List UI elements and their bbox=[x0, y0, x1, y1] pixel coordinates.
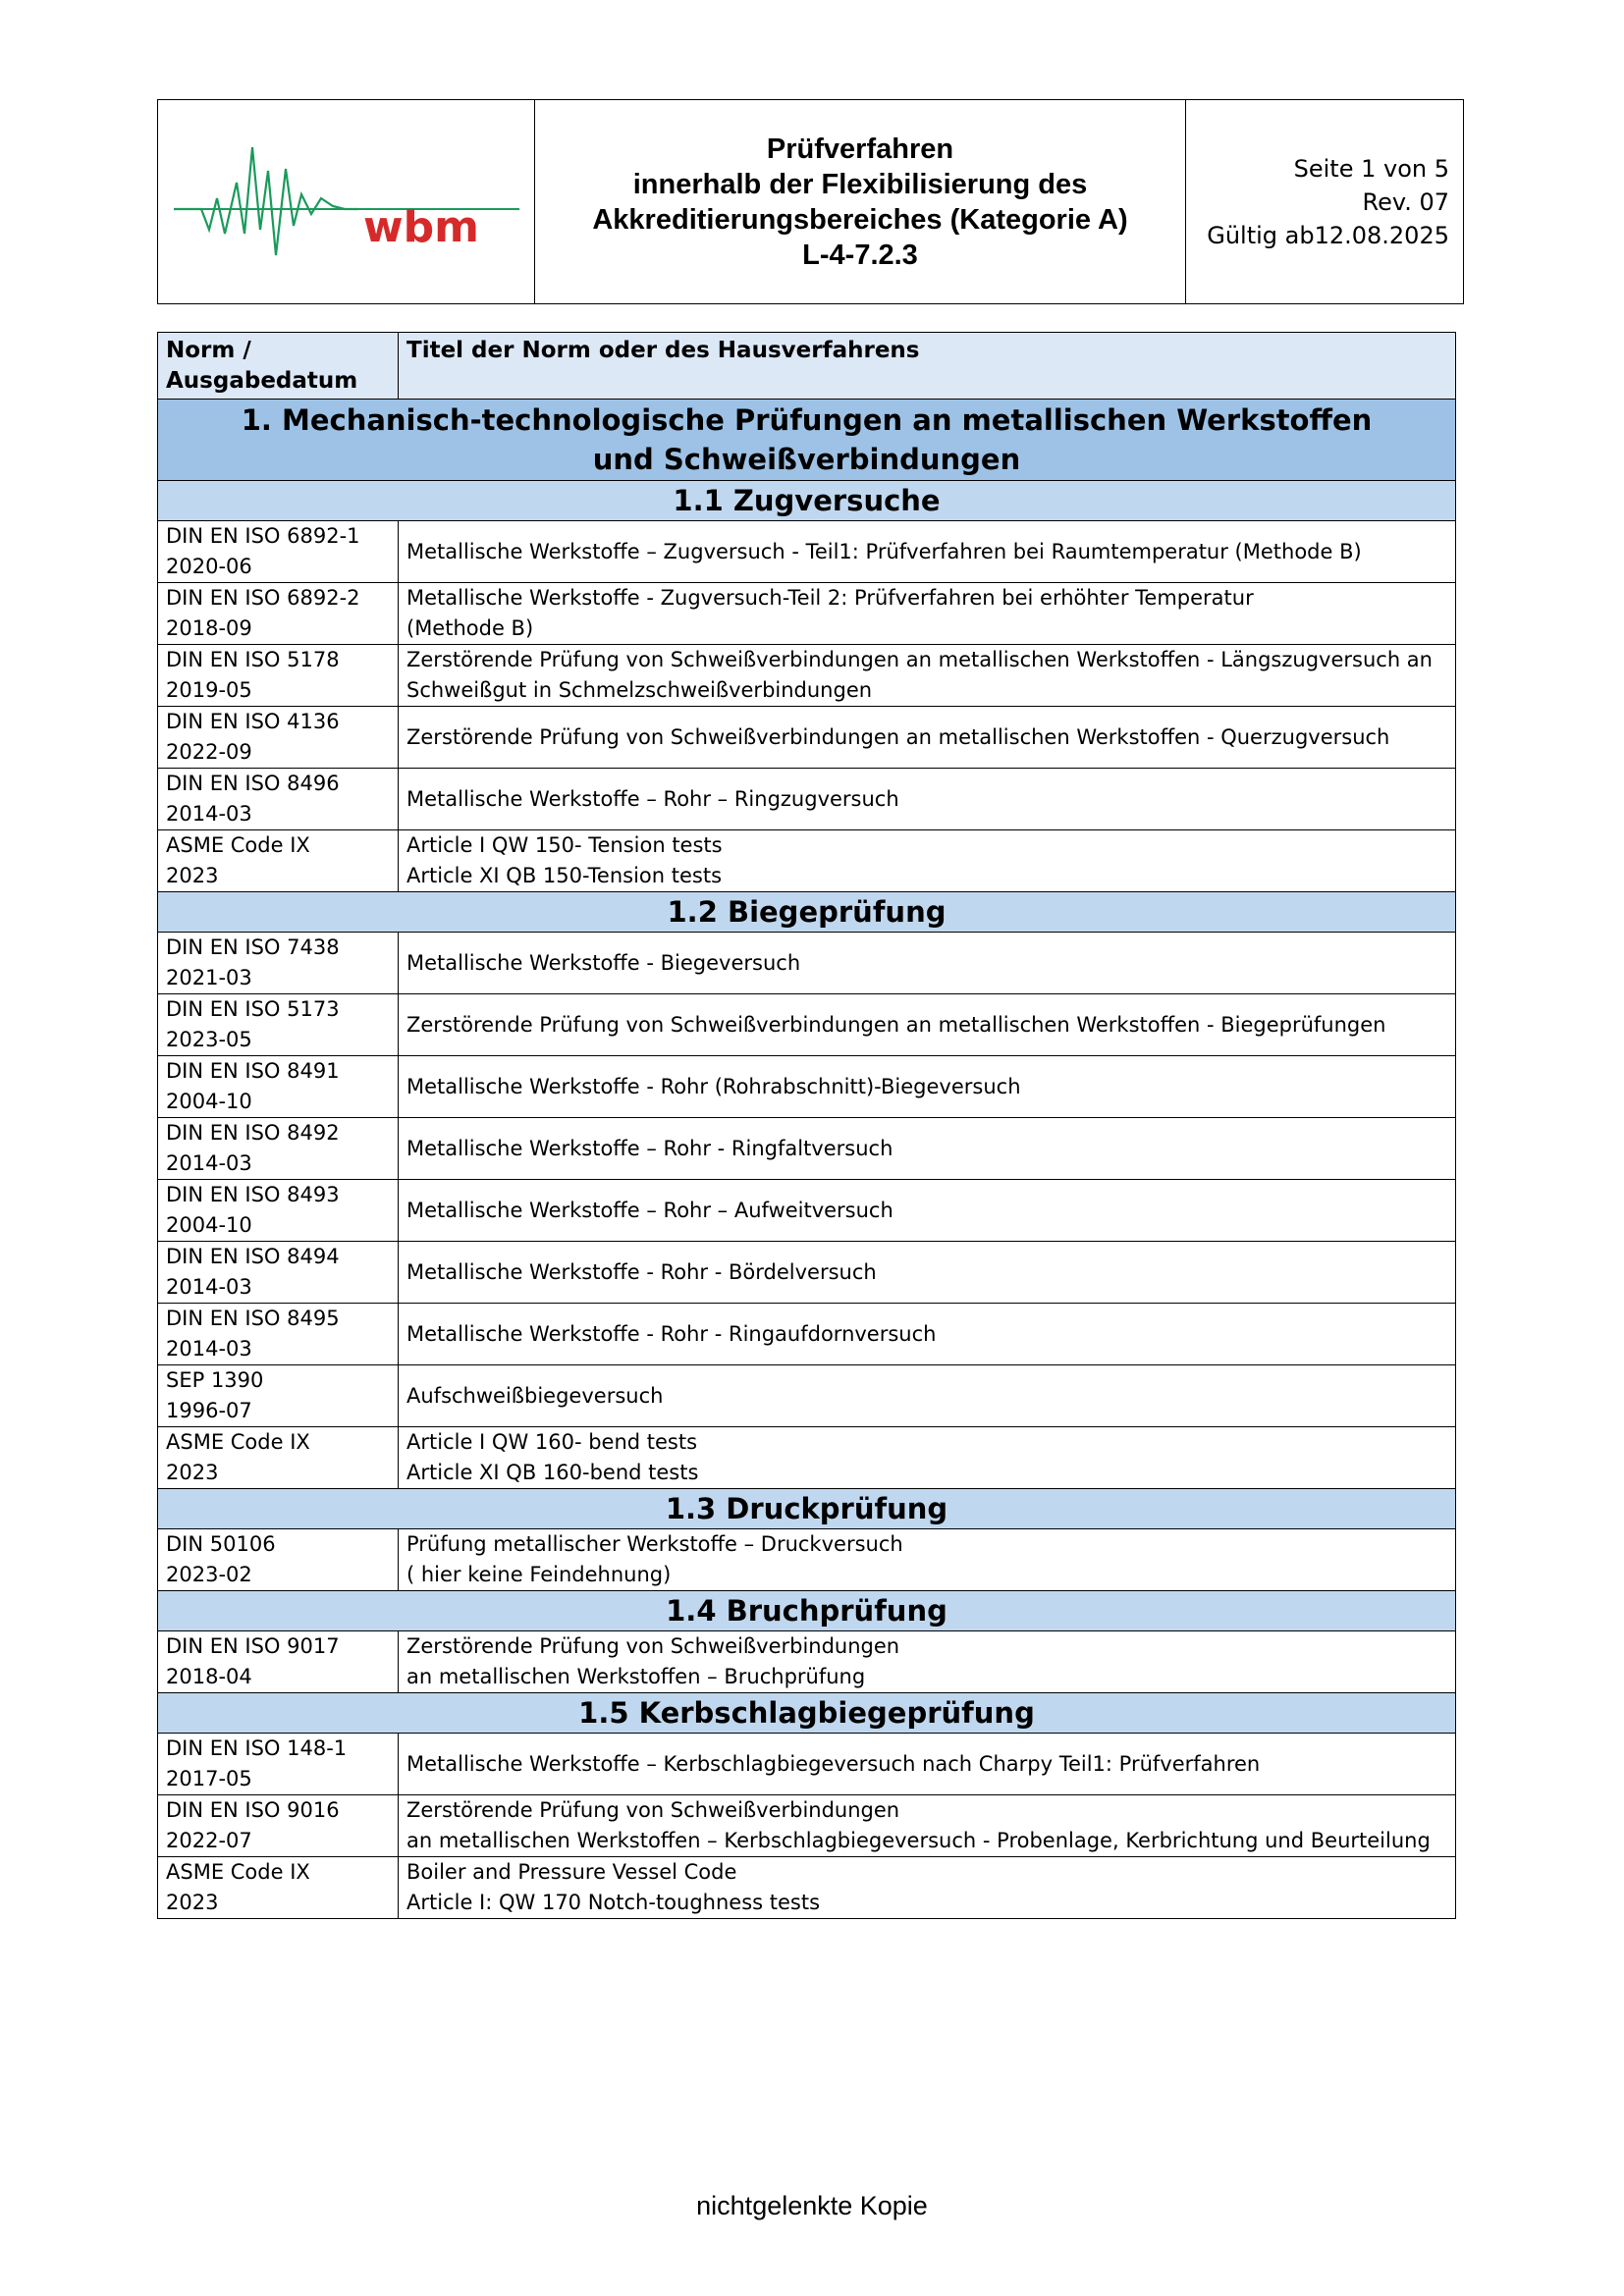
section-row bbox=[158, 1591, 1456, 1631]
table-row bbox=[158, 1056, 1456, 1118]
norm-id: DIN EN ISO 7438 bbox=[166, 935, 340, 959]
norm-title-line: Prüfung metallischer Werkstoffe – Druckversuch bbox=[406, 1532, 903, 1556]
norm-title-line: Article I: QW 170 Notch-toughness tests bbox=[406, 1891, 821, 1914]
norm-cell bbox=[158, 521, 399, 583]
norm-id: DIN EN ISO 6892-1 bbox=[166, 524, 360, 548]
table-row bbox=[158, 1857, 1456, 1919]
norm-title-line: Zerstörende Prüfung von Schweißverbindungen an metallischen Werkstoffen - Querzugversuch bbox=[406, 724, 1390, 749]
norm-title-line: (Methode B) bbox=[406, 616, 534, 640]
table-row bbox=[158, 1427, 1456, 1489]
norm-title-line: Metallische Werkstoffe – Rohr – Ringzugversuch bbox=[406, 786, 899, 811]
table-row bbox=[158, 1795, 1456, 1857]
table-row bbox=[158, 521, 1456, 583]
norm-title-line: Schweißgut in Schmelzschweißverbindungen bbox=[406, 678, 873, 702]
norm-title-line: Metallische Werkstoffe - Zugversuch-Teil 2: Prüfverfahren bei erhöhter Temperatur bbox=[406, 586, 1254, 610]
norm-title-line: Metallische Werkstoffe - Rohr (Rohrabschnitt)-Biegeversuch bbox=[406, 1074, 1021, 1098]
section-row bbox=[158, 481, 1456, 521]
norm-date: 2019-05 bbox=[166, 678, 252, 702]
document-meta bbox=[1186, 100, 1464, 304]
norm-date: 1996-07 bbox=[166, 1399, 252, 1422]
table-row bbox=[158, 1118, 1456, 1180]
table-row bbox=[158, 1304, 1456, 1365]
norm-id: DIN EN ISO 9017 bbox=[166, 1634, 340, 1658]
norm-cell bbox=[158, 1304, 399, 1365]
norm-cell bbox=[158, 707, 399, 769]
norm-date: 2014-03 bbox=[166, 1275, 252, 1299]
norm-title-line: Zerstörende Prüfung von Schweißverbindungen an metallischen Werkstoffen - Längszugversuch an bbox=[406, 648, 1433, 671]
table-header-row bbox=[158, 333, 1456, 400]
norm-cell bbox=[158, 994, 399, 1056]
section-row bbox=[158, 1693, 1456, 1734]
norm-id: ASME Code IX bbox=[166, 1430, 310, 1454]
norm-id: DIN 50106 bbox=[166, 1532, 276, 1556]
norm-title-cell bbox=[399, 1180, 1456, 1242]
revision: Rev. 07 bbox=[1362, 187, 1449, 216]
norm-id: DIN EN ISO 8492 bbox=[166, 1121, 340, 1145]
norm-date: 2014-03 bbox=[166, 1151, 252, 1175]
norm-title-line: Article I QW 160- bend tests bbox=[406, 1430, 698, 1454]
norm-date: 2014-03 bbox=[166, 802, 252, 826]
norm-title-line: ( hier keine Feindehnung) bbox=[406, 1563, 672, 1586]
norm-date: 2022-07 bbox=[166, 1829, 252, 1852]
norm-title-cell bbox=[399, 1529, 1456, 1591]
norm-id: DIN EN ISO 6892-2 bbox=[166, 586, 360, 610]
norm-title-cell bbox=[399, 1304, 1456, 1365]
norm-title-cell bbox=[399, 1427, 1456, 1489]
norm-title-cell bbox=[399, 933, 1456, 994]
norm-title-cell bbox=[399, 1795, 1456, 1857]
norm-date: 2023 bbox=[166, 1461, 219, 1484]
norm-date: 2004-10 bbox=[166, 1090, 252, 1113]
norm-id: ASME Code IX bbox=[166, 1860, 310, 1884]
table-row bbox=[158, 769, 1456, 830]
norm-date: 2023 bbox=[166, 864, 219, 887]
norm-cell bbox=[158, 1795, 399, 1857]
norm-cell bbox=[158, 769, 399, 830]
norm-title-line: Metallische Werkstoffe - Rohr - Ringaufdornversuch bbox=[406, 1321, 937, 1346]
table-row bbox=[158, 1365, 1456, 1427]
norm-date: 2023 bbox=[166, 1891, 219, 1914]
norm-title-line: Boiler and Pressure Vessel Code bbox=[406, 1860, 737, 1884]
norm-cell bbox=[158, 1118, 399, 1180]
norm-title-line: Metallische Werkstoffe – Rohr - Ringfaltversuch bbox=[406, 1136, 893, 1160]
table-row bbox=[158, 1242, 1456, 1304]
norm-cell bbox=[158, 1427, 399, 1489]
norm-id: DIN EN ISO 8493 bbox=[166, 1183, 340, 1206]
norm-title-cell bbox=[399, 1242, 1456, 1304]
logo-text: wbm bbox=[363, 202, 479, 252]
norm-date: 2021-03 bbox=[166, 966, 252, 989]
column-header-norm: Norm / Ausgabedatum bbox=[158, 333, 399, 400]
document-title: Prüfverfahren innerhalb der Flexibilisierung des Akkreditierungsbereiches (Kategorie A) L-4-7.2.3 bbox=[535, 100, 1186, 304]
norm-id: DIN EN ISO 8495 bbox=[166, 1307, 340, 1330]
norm-id: DIN EN ISO 8491 bbox=[166, 1059, 340, 1083]
norm-title-line: Zerstörende Prüfung von Schweißverbindungen bbox=[406, 1798, 900, 1822]
norm-title-line: Aufschweißbiegeversuch bbox=[406, 1383, 664, 1408]
norm-id: DIN EN ISO 5178 bbox=[166, 648, 340, 671]
norm-date: 2014-03 bbox=[166, 1337, 252, 1361]
table-row bbox=[158, 1734, 1456, 1795]
table-row bbox=[158, 933, 1456, 994]
norm-title-line: an metallischen Werkstoffen – Bruchprüfung bbox=[406, 1665, 866, 1688]
norm-cell bbox=[158, 1857, 399, 1919]
norm-id: DIN EN ISO 4136 bbox=[166, 710, 340, 733]
norm-title-line: Zerstörende Prüfung von Schweißverbindungen an metallischen Werkstoffen - Biegeprüfungen bbox=[406, 1012, 1386, 1037]
norm-title-cell bbox=[399, 1734, 1456, 1795]
document-header bbox=[157, 99, 1464, 304]
norm-title-cell bbox=[399, 1365, 1456, 1427]
table-row bbox=[158, 830, 1456, 892]
norm-title-line: an metallischen Werkstoffen – Kerbschlagbiegeversuch - Probenlage, Kerbrichtung und Beurteilung bbox=[406, 1829, 1431, 1852]
norm-title-line: Metallische Werkstoffe – Rohr – Aufweitversuch bbox=[406, 1198, 893, 1222]
page-number: Seite 1 von 5 bbox=[1293, 154, 1449, 183]
norm-id: DIN EN ISO 8494 bbox=[166, 1245, 340, 1268]
norm-title-cell bbox=[399, 707, 1456, 769]
norm-title-cell bbox=[399, 521, 1456, 583]
norm-date: 2017-05 bbox=[166, 1767, 252, 1790]
norm-title-line: Metallische Werkstoffe – Kerbschlagbiegeversuch nach Charpy Teil1: Prüfverfahren bbox=[406, 1751, 1261, 1776]
norm-date: 2023-05 bbox=[166, 1028, 252, 1051]
norm-title-cell bbox=[399, 1631, 1456, 1693]
norm-title-line: Metallische Werkstoffe - Rohr - Bördelversuch bbox=[406, 1259, 877, 1284]
norm-title-cell bbox=[399, 830, 1456, 892]
table-row bbox=[158, 994, 1456, 1056]
norm-cell bbox=[158, 1180, 399, 1242]
norm-title-line: Zerstörende Prüfung von Schweißverbindungen bbox=[406, 1634, 900, 1658]
table-row bbox=[158, 583, 1456, 645]
norm-date: 2004-10 bbox=[166, 1213, 252, 1237]
section-title: 1.5 Kerbschlagbiegeprüfung bbox=[158, 1693, 1456, 1734]
norm-cell bbox=[158, 1631, 399, 1693]
norm-title-line: Article XI QB 150-Tension tests bbox=[406, 864, 723, 887]
norm-title-line: Metallische Werkstoffe - Biegeversuch bbox=[406, 950, 801, 975]
standards-table bbox=[157, 332, 1456, 1919]
norm-id: DIN EN ISO 148-1 bbox=[166, 1736, 348, 1760]
norm-cell bbox=[158, 1365, 399, 1427]
norm-id: DIN EN ISO 8496 bbox=[166, 772, 340, 795]
valid-from: Gültig ab12.08.2025 bbox=[1207, 221, 1449, 249]
column-header-title: Titel der Norm oder des Hausverfahrens bbox=[399, 333, 1456, 400]
table-row bbox=[158, 645, 1456, 707]
norm-date: 2020-06 bbox=[166, 555, 252, 578]
norm-title-cell bbox=[399, 645, 1456, 707]
section-title: 1.3 Druckprüfung bbox=[158, 1489, 1456, 1529]
norm-id: DIN EN ISO 5173 bbox=[166, 997, 340, 1021]
norm-id: DIN EN ISO 9016 bbox=[166, 1798, 340, 1822]
chapter-title: 1. Mechanisch-technologische Prüfungen an metallischen Werkstoffen und Schweißverbindungen bbox=[158, 400, 1456, 481]
norm-cell bbox=[158, 933, 399, 994]
norm-title-line: Metallische Werkstoffe – Zugversuch - Teil1: Prüfverfahren bei Raumtemperatur (Methode B) bbox=[406, 539, 1362, 563]
norm-title-cell bbox=[399, 1056, 1456, 1118]
norm-cell bbox=[158, 645, 399, 707]
footer-note: nichtgelenkte Kopie bbox=[696, 2191, 928, 2220]
norm-title-line: Article XI QB 160-bend tests bbox=[406, 1461, 699, 1484]
table-row bbox=[158, 1631, 1456, 1693]
norm-title-cell bbox=[399, 1857, 1456, 1919]
norm-date: 2022-09 bbox=[166, 740, 252, 764]
section-title: 1.1 Zugversuche bbox=[158, 481, 1456, 521]
norm-id: ASME Code IX bbox=[166, 833, 310, 857]
section-row bbox=[158, 1489, 1456, 1529]
norm-title-cell bbox=[399, 994, 1456, 1056]
norm-date: 2023-02 bbox=[166, 1563, 252, 1586]
norm-date: 2018-04 bbox=[166, 1665, 252, 1688]
norm-title-cell bbox=[399, 1118, 1456, 1180]
norm-title-cell bbox=[399, 769, 1456, 830]
wbm-logo bbox=[158, 100, 534, 298]
table-row bbox=[158, 1529, 1456, 1591]
section-row bbox=[158, 892, 1456, 933]
section-title: 1.2 Biegeprüfung bbox=[158, 892, 1456, 933]
norm-title-line: Article I QW 150- Tension tests bbox=[406, 833, 723, 857]
norm-cell bbox=[158, 583, 399, 645]
norm-cell bbox=[158, 1242, 399, 1304]
norm-id: SEP 1390 bbox=[166, 1368, 264, 1392]
norm-cell bbox=[158, 1529, 399, 1591]
norm-title-cell bbox=[399, 583, 1456, 645]
table-row bbox=[158, 707, 1456, 769]
section-title: 1.4 Bruchprüfung bbox=[158, 1591, 1456, 1631]
logo-cell bbox=[158, 100, 535, 304]
norm-cell bbox=[158, 830, 399, 892]
norm-cell bbox=[158, 1056, 399, 1118]
chapter-row bbox=[158, 400, 1456, 481]
norm-cell bbox=[158, 1734, 399, 1795]
table-row bbox=[158, 1180, 1456, 1242]
norm-date: 2018-09 bbox=[166, 616, 252, 640]
